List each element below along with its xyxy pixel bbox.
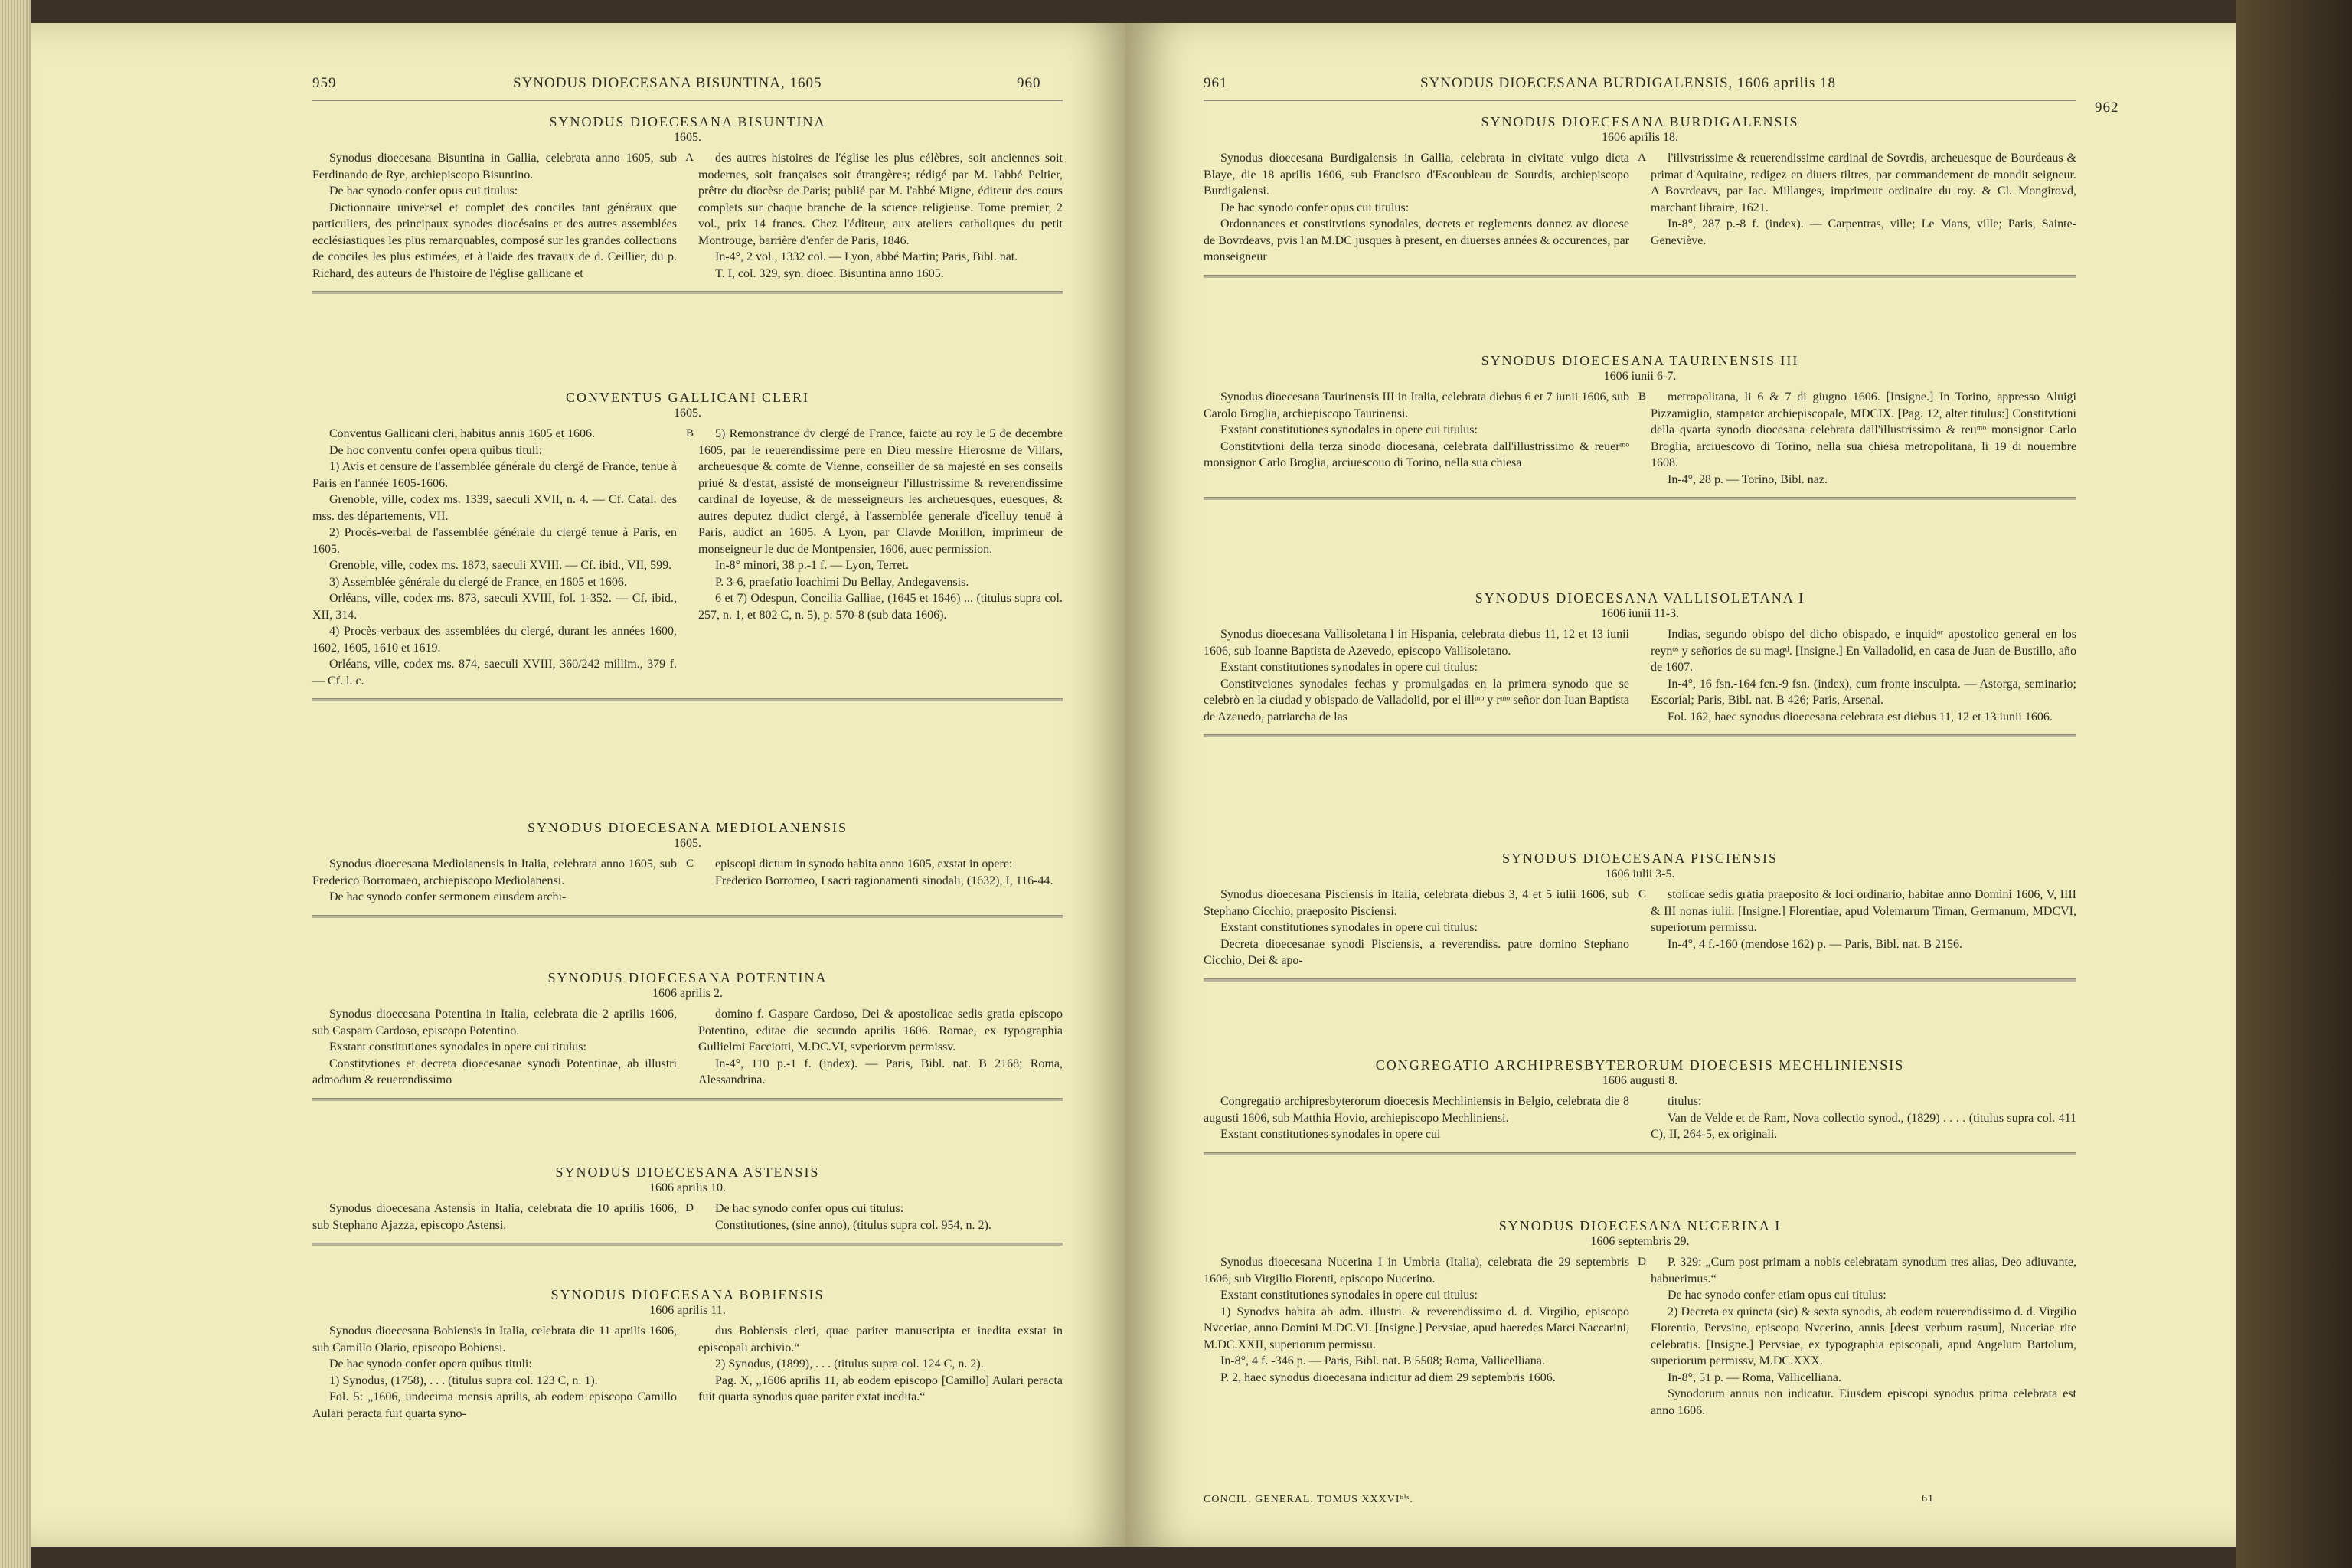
paragraph: Synodus dioecesana Bisuntina in Gallia, celebrata anno 1605, sub Ferdinando de Rye, archiepiscopo Bisuntino.: [312, 152, 677, 181]
column-marker: B: [1638, 390, 1646, 403]
entry-title: CONVENTUS GALLICANI CLERI: [566, 390, 809, 405]
paragraph: In-8°, 51 p. — Roma, Vallicelliana.: [1668, 1370, 1841, 1384]
entry-title: SYNODUS DIOECESANA PISCIENSIS: [1501, 851, 1779, 866]
entry-title: SYNODUS DIOECESANA POTENTINA: [547, 970, 828, 985]
paragraph: Pag. X, „1606 aprilis 11, ab eodem episcopo [Camillo] Aulari peracta fuit quarta synodus quae pariter extat inedita.“: [698, 1374, 1063, 1403]
entry-text: [698, 1200, 1063, 1233]
paragraph: Exstant constitutiones synodales in opere cui: [1220, 1128, 1441, 1141]
page-edges: [0, 0, 31, 1568]
entry-text: [1204, 1254, 1629, 1386]
column-left: [1204, 887, 1646, 969]
entry: [1204, 113, 2076, 278]
column-right: [1651, 1093, 2076, 1143]
column-left: [312, 426, 694, 689]
paragraph: Van de Velde et de Ram, Nova collectio synod., (1829) . . . . (titulus supra col. 411 C), II, 264-5, ex originali.: [1651, 1111, 2076, 1141]
column-right: [1651, 887, 2076, 969]
paragraph: P. 2, haec synodus dioecesana indicitur ad diem 29 septembris 1606.: [1220, 1370, 1556, 1384]
signature-mark: CONCIL. GENERAL. TOMUS XXXVIᵇⁱˢ.: [1204, 1494, 1413, 1505]
paragraph: Constitvtioni della terza sinodo diocesana, celebrata dall'illustrissimo & reuerᵐᵒ monsignor Carlo Broglia, arciuescouo di Torino, nella sua chiesa: [1204, 439, 1629, 469]
entry-text: [698, 426, 1063, 623]
entry: [1204, 1057, 2076, 1155]
section-rule: [1204, 978, 2076, 982]
entry-date: 1606 augusti 8.: [1602, 1074, 1678, 1087]
paragraph: De hac synodo confer opus cui titulus:: [715, 1202, 904, 1215]
running-header: [1125, 69, 2236, 116]
paragraph: Grenoble, ville, codex ms. 1339, saeculi XVII, n. 4. — Cf. Catal. des mss. des départements, VII.: [312, 493, 677, 523]
entry: [312, 969, 1063, 1101]
column-right: [1651, 626, 2076, 725]
page-number-left: 961: [1204, 75, 1228, 91]
right-page: [1125, 23, 2236, 1547]
paragraph: Grenoble, ville, codex ms. 1873, saeculi XVIII. — Cf. ibid., VII, 599.: [329, 559, 672, 572]
page-number-right: 960: [1017, 75, 1041, 91]
entry-date: 1606 aprilis 11.: [649, 1304, 726, 1317]
paragraph: In-4°, 16 fsn.-164 fcn.-9 fsn. (index), cum fronte insculpta. — Astorga, seminario; Escorial; Paris, Bibl. nat. B 426; Paris, Arsenal.: [1651, 677, 2076, 707]
column-marker: A: [1638, 152, 1646, 164]
column-left: [312, 1200, 694, 1233]
paragraph: In-4°, 28 p. — Torino, Bibl. naz.: [1668, 472, 1828, 486]
entry-title: SYNODUS DIOECESANA VALLISOLETANA I: [1475, 590, 1805, 606]
paragraph: Exstant constitutiones synodales in opere cui titulus:: [1220, 423, 1478, 436]
entry: [312, 1286, 1063, 1422]
paragraph: Constitvciones synodales fechas y promulgadas en la primera synodo que se celebrò en la ciudad y obispado de Valladolid, por el illᵐᵒ y rᵐᵒ señor don Iuan Baptista de Azeuedo, patriarcha de las: [1204, 677, 1629, 724]
section-rule: [1204, 275, 2076, 278]
column-right: [698, 856, 1063, 906]
paragraph: 2) Decreta ex quincta (sic) & sexta synodis, ab eodem reuerendissimo d. d. Virgilio Florentio, Pervsino, episcopo Nvcerino, annis [deest verbum rasum], Nuceriae rite celebratis. [Insigne.] Pervsiae, ex typographia episcopali, apud Angelum Bartolum, superiorum permissv, M.DC.XXX.: [1651, 1305, 2076, 1367]
paragraph: De hac synodo confer opus cui titulus:: [329, 185, 518, 198]
entry-text: [698, 1006, 1063, 1089]
paragraph: titulus:: [1668, 1095, 1702, 1108]
entry-text: [1204, 626, 1629, 725]
column-right: [1651, 389, 2076, 488]
column-right: [698, 426, 1063, 689]
paragraph: 1) Avis et censure de l'assemblée générale du clergé de France, tenue à Paris en l'année 1605-1606.: [312, 460, 677, 490]
entry-title: SYNODUS DIOECESANA MEDIOLANENSIS: [527, 820, 848, 835]
page-number-right: 962: [2095, 100, 2119, 116]
paragraph: metropolitana, li 6 & 7 di giugno 1606. [Insigne.] In Torino, appresso Aluigi Pizzamiglio, stampator archiepiscopale, MDCIX. [Pag. 12, alter titulus:] Constitvtioni della qvarta synodo diocesana celebrata dall'illustrissimo & reuᵐᵒ monsignor Carlo Broglia, arciuescovo di Torino, nella sua chiesa metropolitana, li 19 di nouembre 1608.: [1651, 390, 2076, 469]
column-left: [1204, 626, 1629, 725]
entry: [1204, 352, 2076, 500]
paragraph: 3) Assemblée générale du clergé de France, en 1605 et 1606.: [329, 575, 627, 589]
paragraph: Synodus dioecesana Taurinensis III in Italia, celebrata diebus 6 et 7 iunii 1606, sub Carolo Broglia, archiepiscopo Taurinensi.: [1204, 390, 1629, 420]
entry-text: [1204, 1093, 1629, 1143]
entry-text: [698, 856, 1063, 889]
left-page: [31, 23, 1125, 1547]
header-title: SYNODUS DIOECESANA BURDIGALENSIS, 1606 aprilis 18: [1420, 75, 1837, 91]
section-rule: [1204, 497, 2076, 500]
paragraph: De hac synodo confer opera quibus tituli:: [329, 1357, 532, 1370]
section-rule: [312, 915, 1063, 918]
paragraph: Synodorum annus non indicatur. Eiusdem episcopi synodus prima celebrata est anno 1606.: [1651, 1387, 2076, 1417]
paragraph: Exstant constitutiones synodales in opere cui titulus:: [1220, 1289, 1478, 1302]
column-left: [1204, 1093, 1629, 1143]
entry-text: [698, 1323, 1063, 1406]
paragraph: Exstant constitutiones synodales in opere cui titulus:: [329, 1040, 586, 1054]
column-marker: C: [685, 858, 694, 870]
paragraph: De hac synodo confer opus cui titulus:: [1220, 201, 1410, 214]
entry-text: [1651, 887, 2076, 952]
entry-text: [1651, 1254, 2076, 1419]
column-right: [698, 150, 1063, 282]
entry-date: 1605.: [674, 837, 701, 850]
paragraph: dus Bobiensis cleri, quae pariter manuscripta et inedita exstat in episcopali archivio.“: [698, 1325, 1063, 1354]
section-rule: [312, 1243, 1063, 1246]
column-marker: A: [685, 152, 694, 164]
entry-title: CONGREGATIO ARCHIPRESBYTERORUM DIOECESIS MECHLINIENSIS: [1375, 1057, 1905, 1073]
paragraph: In-4°, 2 vol., 1332 col. — Lyon, abbé Martin; Paris, Bibl. nat.: [715, 250, 1018, 263]
section-rule: [1204, 734, 2076, 737]
column-left: [312, 1323, 677, 1422]
paragraph: Exstant constitutiones synodales in opere cui titulus:: [1220, 921, 1478, 934]
paragraph: Synodus dioecesana Pisciensis in Italia, celebrata diebus 3, 4 et 5 iulii 1606, sub Stephano Cicchio, praeposito Pisciensi.: [1204, 888, 1629, 918]
paragraph: Congregatio archipresbyterorum dioecesis Mechliniensis in Belgio, celebrata die 8 augusti 1606, sub Matthia Hovio, archiepiscopo Mechliniensi.: [1204, 1095, 1629, 1125]
paragraph: Conventus Gallicani cleri, habitus annis 1605 et 1606.: [329, 427, 596, 440]
paragraph: Synodus dioecesana Potentina in Italia, celebrata die 2 aprilis 1606, sub Casparo Cardoso, episcopo Potentino.: [312, 1008, 677, 1037]
entry-text: [312, 426, 677, 689]
paragraph: In-4°, 110 p.-1 f. (index). — Paris, Bibl. nat. B 2168; Roma, Alessandrina.: [698, 1057, 1063, 1086]
column-marker: D: [1638, 1256, 1646, 1268]
entry-title: SYNODUS DIOECESANA BURDIGALENSIS: [1481, 114, 1799, 129]
paragraph: Fol. 162, haec synodus dioecesana celebrata est diebus 11, 12 et 13 iunii 1606.: [1668, 710, 2053, 724]
column-right: [698, 1200, 1063, 1233]
entry-text: [312, 856, 677, 906]
entry-text: [312, 1006, 677, 1089]
entry-date: 1606 iunii 11-3.: [1600, 607, 1680, 620]
header-title: SYNODUS DIOECESANA BISUNTINA, 1605: [513, 75, 822, 91]
paragraph: 1) Synodvs habita ab adm. illustri. & reverendissimo d. d. Virgilio, episcopo Nvceriae, anno Domini M.DC.VI. [Insigne.] Pervsiae, apud haeredes Marci Naccarini, M.DC.XXII, superiorum permissu.: [1204, 1305, 1629, 1351]
paragraph: 2) Synodus, (1899), . . . (titulus supra col. 124 C, n. 2).: [715, 1357, 984, 1370]
entry-title: SYNODUS DIOECESANA TAURINENSIS III: [1481, 353, 1799, 368]
paragraph: Indias, segundo obispo del dicho obispado, e inquidᵒʳ apostolico general en los reynᵒˢ y señorios de su magᵈ. [Insigne.] En Valladolid, en casa de Juan de Bustillo, año de 1607.: [1651, 628, 2076, 674]
paragraph: Synodus dioecesana Vallisoletana I in Hispania, celebrata diebus 11, 12 et 13 iunii 1606, sub Ioanne Baptista de Azevedo, episcopo Vallisoletano.: [1204, 628, 1629, 658]
entry: [312, 389, 1063, 701]
paragraph: Synodus dioecesana Nucerina I in Umbria (Italia), celebrata die 29 septembris 1606, sub Virgilio Fiorenti, episcopo Nucerino.: [1204, 1256, 1629, 1285]
paragraph: Orléans, ville, codex ms. 874, saeculi XVIII, 360/242 millim., 379 f. — Cf. l. c.: [312, 658, 677, 688]
paragraph: domino f. Gaspare Cardoso, Dei & apostolicae sedis gratia episcopo Potentino, editae die secundo aprilis 1606. Romae, ex typographia Gullielmi Facciotti, M.DC.VI, svperiorvm permissv.: [698, 1008, 1063, 1054]
entry-text: [1651, 150, 2076, 249]
entry-date: 1606 aprilis 10.: [649, 1181, 726, 1194]
entry-text: [1651, 626, 2076, 725]
background-table: [2236, 0, 2352, 1568]
entry-date: 1606 iunii 6-7.: [1603, 370, 1677, 383]
entry: [1204, 590, 2076, 737]
section-rule: [312, 291, 1063, 294]
entry-title: SYNODUS DIOECESANA BOBIENSIS: [550, 1287, 825, 1302]
entry: [312, 1164, 1063, 1246]
entry-text: [312, 1323, 677, 1422]
column-left: [1204, 1254, 1646, 1419]
paragraph: Frederico Borromeo, I sacri ragionamenti sinodali, (1632), I, 116-44.: [715, 874, 1054, 887]
column-left: [312, 856, 694, 906]
paragraph: P. 3-6, praefatio Ioachimi Du Bellay, Andegavensis.: [715, 575, 969, 589]
paragraph: Synodus dioecesana Astensis in Italia, celebrata die 10 aprilis 1606, sub Stephano Ajazza, episcopo Astensi.: [312, 1202, 677, 1232]
paragraph: In-8° minori, 38 p.-1 f. — Lyon, Terret.: [715, 559, 909, 572]
paragraph: P. 329: „Cum post primam a nobis celebratam synodum tres alias, Deo adiuvante, habuerimus.“: [1651, 1256, 2076, 1285]
section-rule: [312, 698, 1063, 701]
paragraph: Fol. 5: „1606, undecima mensis aprilis, ab eodem episcopo Camillo Aulari peracta fuit quarta syno-: [312, 1390, 677, 1420]
paragraph: In-8°, 4 f. -346 p. — Paris, Bibl. nat. B 5508; Roma, Vallicelliana.: [1220, 1354, 1545, 1367]
entry-date: 1606 aprilis 18.: [1602, 131, 1678, 144]
entry: [312, 113, 1063, 294]
entry-date: 1606 aprilis 2.: [652, 987, 723, 1000]
paragraph: Synodus dioecesana Bobiensis in Italia, celebrata die 11 aprilis 1606, sub Camillo Olario, episcopo Bobiensi.: [312, 1325, 677, 1354]
column-right: [1651, 1254, 2076, 1419]
header-rule: [312, 100, 1063, 101]
paragraph: 4) Procès-verbaux des assemblées du clergé, durant les années 1600, 1602, 1605, 1610 et 1619.: [312, 625, 677, 655]
paragraph: Synodus dioecesana Mediolanensis in Italia, celebrata anno 1605, sub Frederico Borromaeo, archiepiscopo Mediolanensi.: [312, 858, 677, 887]
entry-title: SYNODUS DIOECESANA BISUNTINA: [549, 114, 826, 129]
entry-text: [698, 150, 1063, 282]
entry-text: [1651, 389, 2076, 488]
running-header: [31, 69, 1125, 100]
paragraph: Constitvtiones et decreta dioecesanae synodi Potentinae, ab illustri admodum & reuerendissimo: [312, 1057, 677, 1086]
column-right: [698, 1006, 1063, 1089]
entry-text: [1204, 150, 1629, 266]
entry-text: [1204, 389, 1629, 472]
column-right: [698, 1323, 1063, 1422]
paragraph: 2) Procès-verbal de l'assemblée générale du clergé tenue à Paris, en 1605.: [312, 526, 677, 556]
header-rule: [1204, 100, 2076, 101]
paragraph: Dictionnaire universel et complet des conciles tant généraux que particuliers, des principaux synodes diocésains et des autres assemblées ecclésiastiques les plus remarquables, composé sur les grandes collections de conciles les plus estimées, et à l'aide des travaux de d. Ceillier, du p. Richard, des auteurs de l'histoire de l'église gallicane et: [312, 201, 677, 280]
entry: [312, 819, 1063, 918]
column-marker: B: [685, 427, 694, 439]
paragraph: Synodus dioecesana Burdigalensis in Gallia, celebrata in civitate vulgo dicta Blaye, die 18 aprilis 1606, sub Francisco d'Escoubleau de Sourdis, archiepiscopo Burdigalensi.: [1204, 152, 1629, 198]
paragraph: De hoc conventu confer opera quibus tituli:: [329, 443, 543, 457]
paragraph: Decreta dioecesanae synodi Pisciensis, a reverendiss. patre domino Stephano Cicchio, Dei & apo-: [1204, 937, 1629, 967]
column-left: [312, 1006, 677, 1089]
entry-date: 1605.: [674, 407, 701, 420]
paragraph: De hac synodo confer sermonem eiusdem archi-: [329, 890, 567, 903]
paragraph: 1) Synodus, (1758), . . . (titulus supra col. 123 C, n. 1).: [329, 1374, 598, 1387]
paragraph: De hac synodo confer etiam opus cui titulus:: [1668, 1289, 1886, 1302]
paragraph: Exstant constitutiones synodales in opere cui titulus:: [1220, 661, 1478, 674]
entry-text: [1651, 1093, 2076, 1143]
section-rule: [1204, 1152, 2076, 1155]
column-left: [1204, 389, 1646, 488]
entry-text: [312, 150, 677, 282]
sheet-number: 61: [1922, 1493, 1934, 1504]
paragraph: des autres histoires de l'église les plus célèbres, soit anciennes soit modernes, soit françaises soit étrangères; rédigé par M. l'abbé Peltier, prêtre du diocèse de Paris; publié par M. l'abbé Migne, éditeur des cours complets sur chaque branche de la science religieuse. Tome premier, 2 vol., prix 14 francs. Chez l'éditeur, aux ateliers catholiques du petit Montrouge, barrière d'enfer de Paris, 1846.: [698, 152, 1063, 247]
entry-title: SYNODUS DIOECESANA ASTENSIS: [555, 1165, 820, 1180]
paragraph: In-4°, 4 f.-160 (mendose 162) p. — Paris, Bibl. nat. B 2156.: [1668, 937, 1963, 951]
paragraph: 6 et 7) Odespun, Concilia Galliae, (1645 et 1646) ... (titulus supra col. 257, n. 1, et 802 C, n. 5), p. 570-8 (sub data 1606).: [698, 592, 1063, 622]
column-marker: C: [1638, 888, 1646, 900]
entry: [1204, 1217, 2076, 1419]
paragraph: stolicae sedis gratia praeposito & loci ordinario, habitae anno Domini 1606, V, IIII & III nonas iulii. [Insigne.] Florentiae, apud Volemarum Timan, Germanum, MDCVI, superiorum permissu.: [1651, 888, 2076, 934]
paragraph: In-8°, 287 p.-8 f. (index). — Carpentras, ville; Le Mans, ville; Paris, Sainte-Geneviève.: [1651, 217, 2076, 247]
entry-title: SYNODUS DIOECESANA NUCERINA I: [1498, 1218, 1782, 1233]
paragraph: Orléans, ville, codex ms. 873, saeculi XVIII, fol. 1-352. — Cf. ibid., XII, 314.: [312, 592, 677, 622]
paragraph: T. I, col. 329, syn. dioec. Bisuntina anno 1605.: [715, 266, 944, 280]
entry: [1204, 850, 2076, 982]
column-left: [312, 150, 694, 282]
column-right: [1651, 150, 2076, 266]
column-marker: D: [685, 1202, 694, 1214]
paragraph: Ordonnances et constitvtions synodales, decrets et reglements donnez av diocese de Bovrdeavs, pvis l'an M.DC jusques à present, en diuerses années & occurences, par monseigneur: [1204, 217, 1629, 263]
entry-date: 1605.: [674, 131, 701, 144]
section-rule: [312, 1098, 1063, 1101]
entry-text: [312, 1200, 677, 1233]
paragraph: l'illvstrissime & reuerendissime cardinal de Sovrdis, archeuesque de Bourdeaus & primat d'Aquitaine, redigez en diuers tiltres, par commandement de mondit seigneur. A Bovrdeavs, par Iac. Millanges, imprimeur ordinaire du roy. & Cl. Mongirovd, marchant libraire, 1621.: [1651, 152, 2076, 214]
paragraph: Constitutiones, (sine anno), (titulus supra col. 954, n. 2).: [715, 1218, 991, 1232]
entry-date: 1606 iulii 3-5.: [1605, 867, 1675, 880]
entry-text: [1204, 887, 1629, 969]
paragraph: 5) Remonstrance dv clergé de France, faicte au roy le 5 de decembre 1605, par le reuerendissime pere en Dieu messire Hierosme de Villars, archeuesque & comte de Vienne, conseiller de sa majesté en ses conseils priué & d'estat, assisté de monseigneur l'illustrissime & reverendissime cardinal de Ioyeuse, & de messeigneurs les archeuesques, euesques, & autres deputez dudict clergé, à l'assemblée generale d'icelluy tenuë à Paris, audict an 1605. A Lyon, par Clavde Morillon, imprimeur de monseigneur le duc de Montpensier, 1606, auec permission.: [698, 427, 1063, 556]
column-left: [1204, 150, 1646, 266]
page-number-left: 959: [312, 75, 337, 91]
entry-date: 1606 septembris 29.: [1590, 1235, 1690, 1248]
paragraph: episcopi dictum in synodo habita anno 1605, exstat in opere:: [715, 858, 1013, 871]
